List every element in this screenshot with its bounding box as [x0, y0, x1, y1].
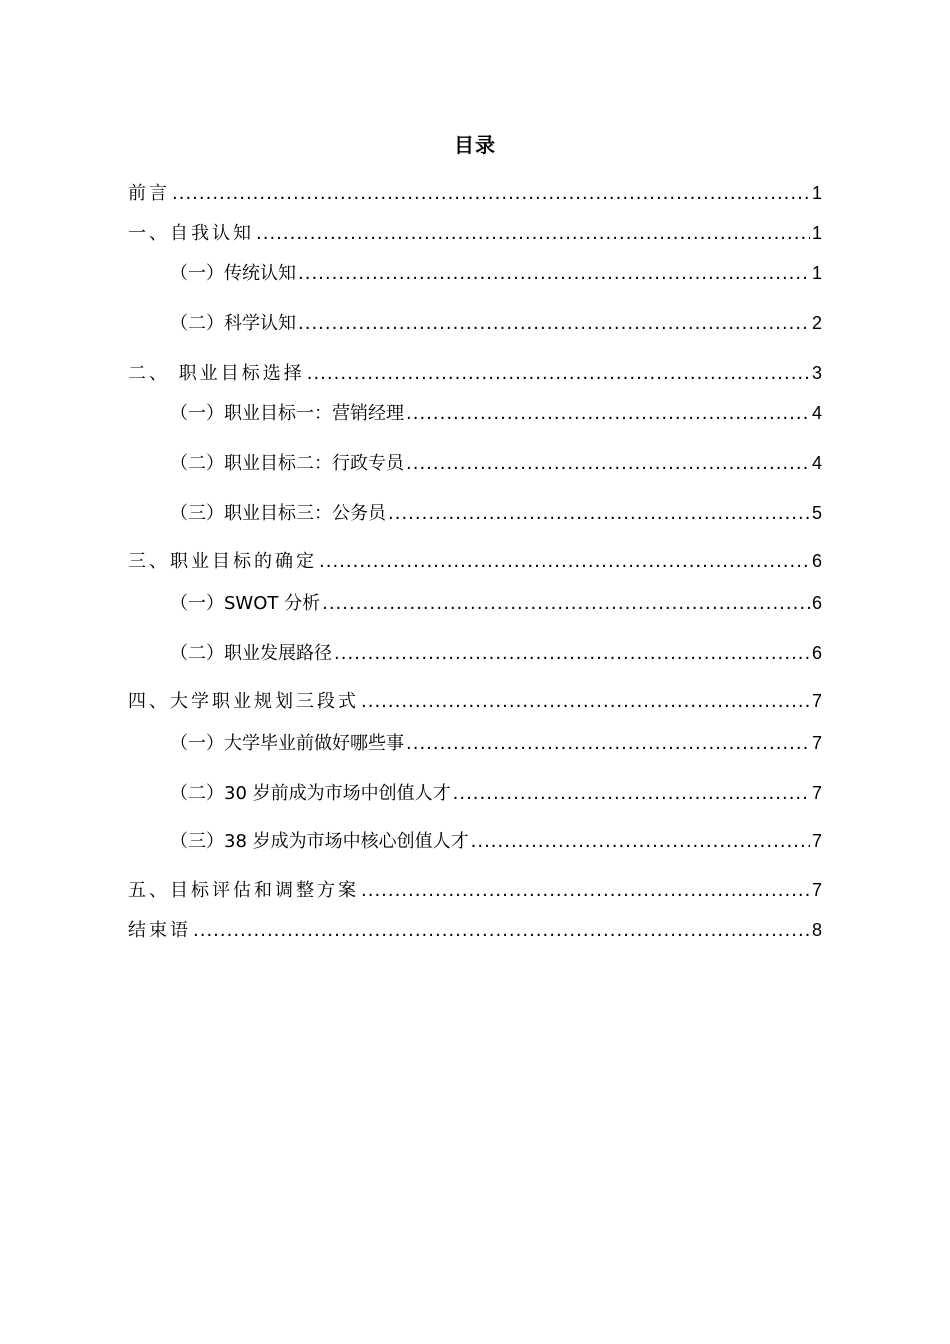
toc-page-number: 7: [811, 831, 822, 851]
toc-page-number: 4: [811, 403, 822, 423]
toc-entry-text: （一）职业目标一：营销经理: [170, 403, 404, 424]
toc-page-number: 7: [811, 783, 822, 803]
toc-entry-text: 五、目标评估和调整方案: [128, 880, 359, 901]
toc-page-number: 3: [811, 363, 822, 383]
toc-page-number: 7: [811, 880, 822, 900]
toc-leader-dots: [307, 361, 810, 387]
toc-entry-text: （二）职业目标二：行政专员: [170, 453, 404, 474]
toc-entry-text: （三）38 岁成为市场中核心创值人才: [170, 831, 469, 852]
toc-entry[interactable]: [170, 450, 822, 477]
toc-leader-dots: [471, 829, 810, 855]
toc-entry[interactable]: [170, 310, 822, 337]
toc-leader-dots: [172, 181, 810, 207]
toc-entry-text: 四、大学职业规划三段式: [128, 691, 359, 712]
toc-page-number: 8: [811, 920, 822, 940]
toc-entry-text: 三、职业目标的确定: [128, 551, 317, 572]
toc-page-number: 7: [811, 691, 822, 711]
toc-entry[interactable]: [128, 548, 822, 575]
toc-leader-dots: [298, 261, 810, 287]
toc-page-number: 6: [811, 593, 822, 613]
toc-page-number: 7: [811, 733, 822, 753]
toc-entry[interactable]: [170, 590, 822, 617]
toc-leader-dots: [406, 451, 810, 477]
toc-leader-dots: [256, 221, 810, 247]
toc-title: 目录: [454, 133, 496, 157]
toc-leader-dots: [453, 781, 810, 807]
toc-entry[interactable]: [128, 180, 822, 207]
toc-page-number: 2: [811, 313, 822, 333]
toc-leader-dots: [361, 689, 810, 715]
toc-entry[interactable]: [170, 500, 822, 527]
toc-entry-text: （二）职业发展路径: [170, 643, 332, 664]
toc-entry[interactable]: [128, 360, 822, 387]
toc-entry[interactable]: [170, 400, 822, 427]
toc-entry-text: （一）大学毕业前做好哪些事: [170, 733, 404, 754]
toc-entry-text: （二）30 岁前成为市场中创值人才: [170, 783, 451, 804]
toc-page-number: 1: [811, 223, 822, 243]
toc-entry-text: 结束语: [128, 920, 191, 941]
toc-leader-dots: [298, 311, 810, 337]
toc-entry[interactable]: [128, 917, 822, 944]
toc-leader-dots: [406, 401, 810, 427]
toc-entry-text: 二、 职业目标选择: [128, 363, 305, 384]
toc-entry[interactable]: [170, 780, 822, 807]
toc-entry-text: （三）职业目标三：公务员: [170, 503, 386, 524]
toc-leader-dots: [334, 641, 810, 667]
toc-entry[interactable]: [170, 828, 822, 855]
toc-entry[interactable]: [128, 877, 822, 904]
toc-leader-dots: [361, 878, 810, 904]
toc-leader-dots: [193, 918, 810, 944]
toc-leader-dots: [406, 731, 810, 757]
toc-entry-text: 前言: [128, 183, 170, 204]
toc-page-number: 4: [811, 453, 822, 473]
toc-entry-text: （二）科学认知: [170, 313, 296, 334]
toc-leader-dots: [322, 591, 810, 617]
toc-entry-text: 一、自我认知: [128, 223, 254, 244]
toc-page-number: 6: [811, 643, 822, 663]
toc-entry[interactable]: [170, 260, 822, 287]
toc-entry-text: （一）SWOT 分析: [170, 593, 321, 614]
toc-page-number: 1: [811, 183, 822, 203]
toc-page-number: 1: [811, 263, 822, 283]
toc-page-number: 6: [811, 551, 822, 571]
toc-entry[interactable]: [128, 220, 822, 247]
toc-leader-dots: [388, 501, 810, 527]
toc-entry[interactable]: [128, 688, 822, 715]
toc-entry[interactable]: [170, 640, 822, 667]
toc-entry-text: （一）传统认知: [170, 263, 296, 284]
toc-entry[interactable]: [170, 730, 822, 757]
toc-page-number: 5: [811, 503, 822, 523]
toc-leader-dots: [319, 549, 810, 575]
